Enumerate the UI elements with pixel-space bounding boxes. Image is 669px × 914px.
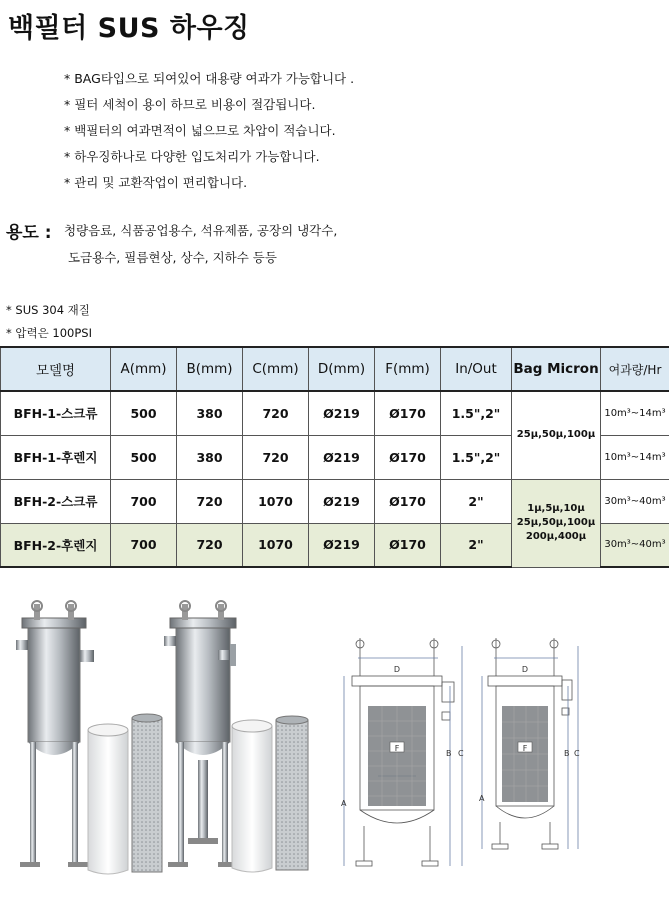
cell-model: BFH-1-스크류: [1, 391, 111, 435]
micron-line: 1μ,5μ,10μ: [527, 503, 585, 514]
cell-micron-group-2: [512, 479, 601, 567]
housing-2: [164, 601, 238, 867]
cell-c: 720: [243, 391, 309, 435]
col-header-c: C(mm): [243, 347, 309, 391]
feature-item: * 관리 및 교환작업이 편리합니다.: [64, 175, 248, 190]
cell-b: 380: [177, 435, 243, 479]
feature-item: * 필터 세척이 용이 하므로 비용이 절감됩니다.: [64, 97, 316, 112]
cell-model: BFH-2-후렌지: [1, 523, 111, 567]
cell-flow: 30m³~40m³: [601, 523, 669, 567]
cell-a: 500: [111, 435, 177, 479]
dim-label-f: F: [522, 744, 528, 753]
cell-f: Ø170: [375, 435, 441, 479]
col-header-model: 모델명: [1, 347, 111, 391]
pressure-note: * 압력은 100PSI: [6, 326, 92, 340]
col-header-d: D(mm): [309, 347, 375, 391]
dim-label-a: A: [341, 799, 347, 808]
dim-label-d: D: [521, 665, 529, 674]
cell-inout: 1.5",2": [441, 435, 512, 479]
cell-f: Ø170: [375, 523, 441, 567]
cell-d: Ø219: [309, 479, 375, 523]
cell-micron-group-1: 25μ,50μ,100μ: [512, 391, 601, 479]
micron-line: 200μ,400μ: [525, 531, 587, 542]
cell-f: Ø170: [375, 479, 441, 523]
cell-f: Ø170: [375, 391, 441, 435]
feature-item: * BAG타입으로 되여있어 대용량 여과가 가능합니다 .: [64, 71, 355, 86]
col-header-inout: In/Out: [441, 347, 512, 391]
cell-b: 720: [177, 479, 243, 523]
cell-flow: 30m³~40m³: [601, 479, 669, 523]
dim-label-b: B: [446, 749, 452, 758]
cell-a: 500: [111, 391, 177, 435]
feature-item: * 하우징하나로 다양한 입도처리가 가능합니다.: [64, 149, 320, 164]
cell-d: Ø219: [309, 435, 375, 479]
col-header-micron: Bag Micron: [512, 347, 601, 391]
technical-drawing-large: [338, 636, 472, 884]
dim-label-a: A: [479, 794, 485, 803]
cell-a: 700: [111, 523, 177, 567]
usage-line-1: 청량음료, 식품공업용수, 석유제품, 공장의 냉각수,: [64, 223, 338, 238]
col-header-f: F(mm): [375, 347, 441, 391]
cell-c: 720: [243, 435, 309, 479]
cell-model: BFH-1-후렌지: [1, 435, 111, 479]
cell-d: Ø219: [309, 391, 375, 435]
housing-1: [16, 601, 94, 867]
dim-label-d: D: [393, 665, 401, 674]
dim-label-c: C: [574, 749, 580, 758]
product-photo: [0, 600, 330, 890]
cell-model: BFH-2-스크류: [1, 479, 111, 523]
col-header-a: A(mm): [111, 347, 177, 391]
cell-b: 380: [177, 391, 243, 435]
filter-bag-2: [232, 720, 272, 872]
table-header-row: [1, 347, 669, 391]
cell-c: 1070: [243, 479, 309, 523]
dim-label-f: F: [394, 744, 400, 753]
technical-drawing-small: [476, 636, 586, 884]
cell-flow: 10m³~14m³: [601, 391, 669, 435]
cell-a: 700: [111, 479, 177, 523]
basket-1: [132, 714, 162, 872]
basket-2: [276, 716, 308, 870]
col-header-b: B(mm): [177, 347, 243, 391]
usage-line-2: 도금용수, 필름현상, 상수, 지하수 등등: [68, 250, 277, 265]
usage-label: 용도 :: [6, 223, 52, 243]
col-header-flow: 여과량/Hr: [601, 347, 669, 391]
dim-label-c: C: [458, 749, 464, 758]
dim-label-b: B: [564, 749, 570, 758]
material-note: * SUS 304 재질: [6, 303, 90, 317]
cell-flow: 10m³~14m³: [601, 435, 669, 479]
feature-list: [64, 71, 354, 201]
feature-item: * 백필터의 여과면적이 넓으므로 차압이 적습니다.: [64, 123, 336, 138]
cell-d: Ø219: [309, 523, 375, 567]
cell-b: 720: [177, 523, 243, 567]
page-title: 백필터 SUS 하우징: [8, 13, 250, 44]
table-row: [1, 391, 669, 435]
micron-line: 25μ,50μ,100μ: [516, 517, 596, 528]
cell-inout: 1.5",2": [441, 391, 512, 435]
cell-inout: 2": [441, 479, 512, 523]
table-row: [1, 479, 669, 523]
filter-bag-1: [88, 724, 128, 874]
cell-inout: 2": [441, 523, 512, 567]
spec-table: [0, 346, 669, 568]
cell-c: 1070: [243, 523, 309, 567]
